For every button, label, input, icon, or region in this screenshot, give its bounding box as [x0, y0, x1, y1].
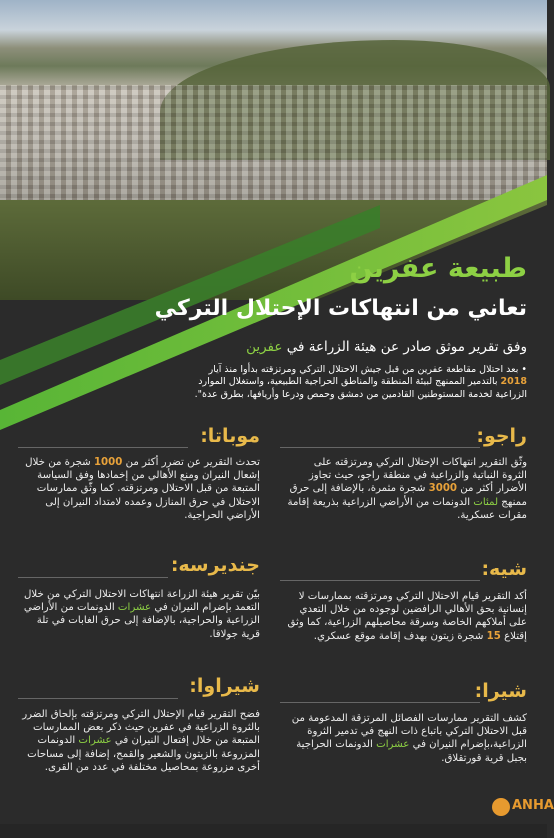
sherawa-text-2: الدونمات المزروعة بالزيتون والشعير والقمح، إضافة إلى مساحات أخرى مزروعة بمحاصيل مختلفة في عدد من القرى. — [27, 735, 260, 773]
sheh-text-1: أكد التقرير قيام الاحتلال التركي ومرتزقته بممارسات لا إنسانية بحق الأهالي الرافضين لوجوده من خلال التعدي على أملاكهم الخاصة وسرقة محاصيلهم الزراعية، كما وثق إقتلاع — [287, 591, 527, 642]
anha-logo — [492, 796, 554, 818]
section-title-shera: شيرا: — [474, 680, 527, 702]
mobata-text-2: شجرة من خلال إشعال النيران ومنع الأهالي من إخمادها وفق السياسة المتبعة من قبل الاحتلال ومرتزقته. — [25, 457, 260, 495]
jindires-highlight: عشرات — [117, 602, 152, 614]
sheh-text-2: شجرة زيتون بهدف إقامة موقع عسكري. — [313, 630, 484, 642]
rajo-text-2: شجرة مثمرة، بالإضافة إلى حرق ممنهج — [289, 483, 527, 508]
shera-text-2: الدونمات الحراجية بجبل قرية قورتقلاق. — [296, 739, 527, 764]
mobata-text-1: تحدث التقرير عن تضرر أكثر من — [125, 457, 260, 468]
section-divider-mobata — [18, 447, 188, 448]
sherawa-highlight: عشرات — [78, 735, 112, 747]
section-text-shera — [287, 712, 527, 765]
section-divider-sheh — [280, 580, 480, 581]
intro-text-b: بالتدمير الممنهج لبيئة المنطقة والمناطق الحراجية الطبيعية، واستغلال الموارد الزراعية لخدمة المستوطنين القادمين من دمشق وحمص ودرعا وأريافها، بطرق عدة". — [194, 376, 527, 400]
anha-logo-icon — [492, 798, 510, 816]
section-divider-sherawa — [18, 698, 178, 699]
anha-logo-text: ANHA — [512, 798, 554, 813]
intro-text-a: • بعد احتلال مقاطعة عفرين من قبل جيش الاحتلال التركي ومرتزقته بدأوا منذ آيار — [208, 364, 527, 375]
intro-year: 2018 — [500, 376, 527, 388]
subtitle-place: عفرين — [246, 339, 283, 355]
section-title-mobata: موباتا: — [200, 425, 260, 447]
intro-paragraph — [182, 364, 527, 401]
footer-bar — [0, 824, 547, 838]
jindires-text-1: بيّن تقرير هيئة الزراعة انتهاكات الاحتلال التركي من خلال التعمد بإضرام النيران في — [23, 589, 260, 614]
mobata-text-3: كما وثّق ممارسات الاحتلال في حرق المنازل وعمده لامتداد النيران إلى الأراضي الحراجية. — [36, 483, 260, 521]
subtitle — [246, 339, 527, 355]
title-white: تعاني من انتهاكات الإحتلال التركي — [154, 296, 527, 321]
rajo-text-3: الدونمات من الأراضي الزراعية بذريعة إقامة مقرات عسكرية. — [287, 496, 527, 521]
rajo-number: 3000 — [428, 483, 458, 495]
section-text-jindires — [20, 588, 260, 641]
section-divider-rajo — [280, 447, 480, 448]
mobata-number: 1000 — [93, 457, 123, 468]
section-title-rajo: راجو: — [476, 425, 527, 447]
sherawa-text-1: فضح التقرير قيام الإحتلال التركي ومرتزقته بإلحاق الضرر بالثروة الزراعية في عفرين حيث ذكر بعض الممارسات المتبعة من خلال إفتعال النيران في — [22, 709, 260, 747]
section-title-sheh: شيه: — [481, 558, 527, 580]
shera-text-1: كشف التقرير ممارسات الفصائل المرتزقة المدعومة من قبل الاحتلال التركي باتباع ذات النهج في تدمير الثروة الزراعية،بإضرام النيران في — [291, 713, 527, 751]
subtitle-text: وفق تقرير موثق صادر عن هيئة الزراعة في — [286, 339, 527, 355]
section-title-jindires: جنديرسه: — [170, 554, 260, 576]
section-text-sheh — [287, 590, 527, 643]
section-divider-shera — [280, 702, 480, 703]
rajo-text-1: وثّق التقرير انتهاكات الإحتلال التركي ومرتزقته على الثروة النباتية والزراعية في منطقة راجو، حيث تجاوز الأضرار أكثر من — [308, 457, 527, 495]
jindires-text-2: الدونمات من الأراضي الزراعية والحراجية، بالإضافة إلى حرق الغابات في تلة قرية جولاقا. — [23, 602, 260, 640]
section-text-rajo — [287, 456, 527, 522]
section-text-mobata — [20, 456, 260, 522]
section-title-sherawa: شيراوا: — [189, 675, 260, 697]
section-divider-jindires — [18, 577, 168, 578]
title-green: طبيعة عفرين — [349, 253, 527, 284]
sheh-number: 15 — [486, 630, 501, 642]
shera-highlight: عشرات — [376, 739, 410, 751]
section-text-sherawa — [20, 708, 260, 774]
rajo-highlight: لمئات — [473, 496, 499, 508]
